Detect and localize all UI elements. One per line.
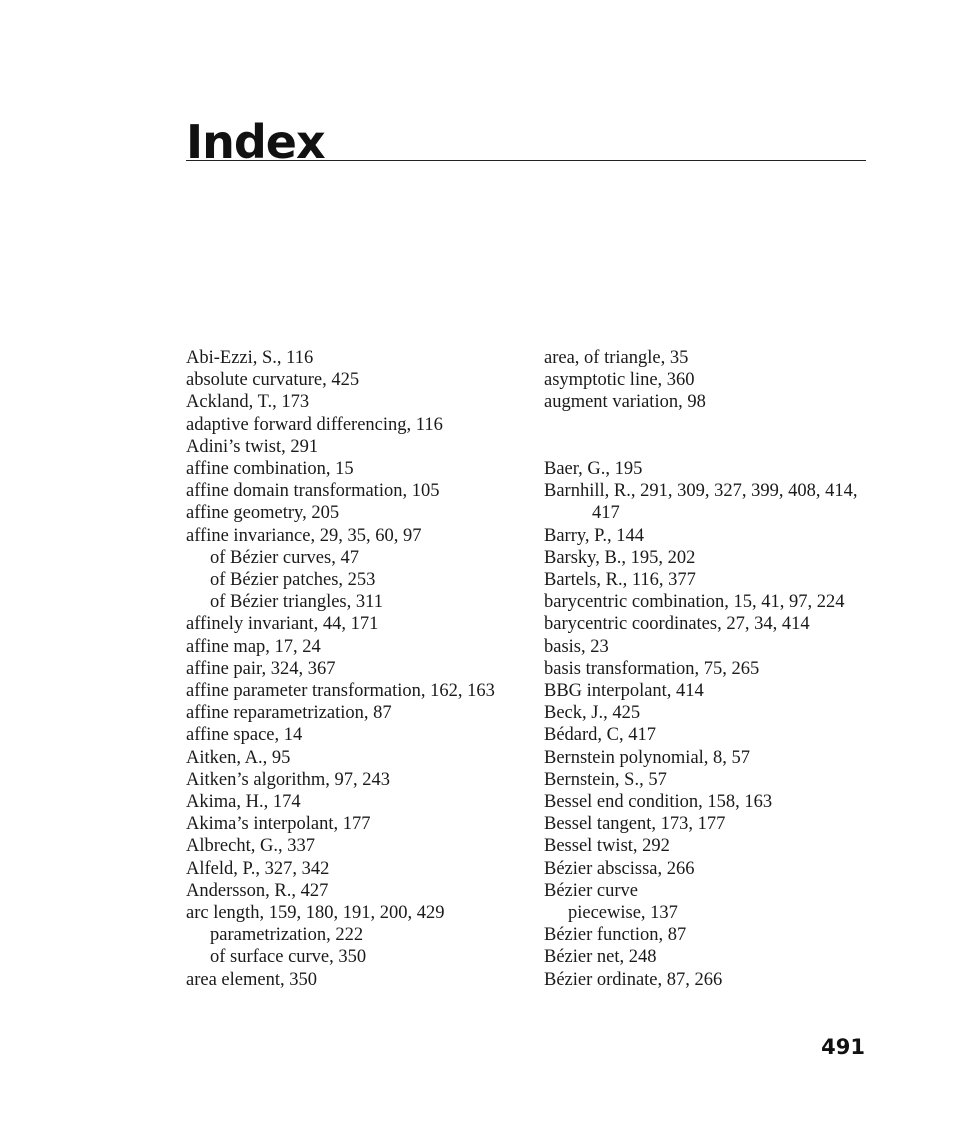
index-entry: Baer, G., 195 [544,459,643,479]
index-entry: affine parameter transformation, 162, 163 [186,681,495,702]
index-entry: Ackland, T., 173 [186,392,310,413]
index-entry: area element, 350 [186,969,317,990]
index-entry: Bédard, C, 417 [544,725,657,746]
index-entry: affinely invariant, 44, 171 [186,614,379,635]
index-entry: Albrecht, G., 337 [186,836,315,857]
index-entry: Bessel tangent, 173, 177 [544,814,726,835]
index-entry: Bernstein, S., 57 [544,769,667,790]
index-entry: Akima, H., 174 [186,792,301,813]
index-entry: augment variation, 98 [544,392,706,413]
page-title: Index [186,114,325,169]
index-entry: affine reparametrization, 87 [186,703,392,724]
index-entry: barycentric combination, 15, 41, 97, 224 [544,592,845,613]
index-entry: absolute curvature, 425 [186,370,360,391]
index-entry: area, of triangle, 35 [544,348,689,368]
index-entry: Aitken, A., 95 [186,747,291,768]
index-entry: Akima’s interpolant, 177 [186,814,371,835]
index-entry: Bessel end condition, 158, 163 [544,792,773,813]
title-rule [186,160,866,161]
index-entry: affine map, 17, 24 [186,636,321,657]
index-entry: affine invariance, 29, 35, 60, 97 [186,525,422,546]
index-entry: Bessel twist, 292 [544,836,670,857]
index-entry: Aitken’s algorithm, 97, 243 [186,769,390,790]
index-entry: Bézier function, 87 [544,925,687,946]
index-entry: Barnhill, R., 291, 309, 327, 399, 408, 414, 417 [544,481,858,524]
index-entry: affine geometry, 205 [186,503,340,524]
index-entry: Barsky, B., 195, 202 [544,547,696,568]
index-subentry: piecewise, 137 [568,903,678,924]
index-entry: Bernstein polynomial, 8, 57 [544,747,751,768]
index-column-right [544,347,866,991]
index-entry: Beck, J., 425 [544,703,641,724]
index-entry: basis, 23 [544,636,609,657]
index-entry: asymptotic line, 360 [544,370,695,391]
index-entry: Bartels, R., 116, 377 [544,570,696,591]
index-entry: BBG interpolant, 414 [544,681,704,702]
index-entry: Bézier ordinate, 87, 266 [544,969,723,990]
index-entry: Abi-Ezzi, S., 116 [186,348,314,368]
index-subentry: of Bézier triangles, 311 [210,592,383,613]
index-entry: adaptive forward differencing, 116 [186,414,443,435]
index-entry: affine pair, 324, 367 [186,658,336,679]
index-column-left [186,347,516,991]
index-entry: Adini’s twist, 291 [186,436,319,457]
index-entry: Bézier net, 248 [544,947,657,968]
index-entry: affine space, 14 [186,725,303,746]
page-number: 491 [821,1035,865,1059]
index-subentry: of Bézier patches, 253 [210,570,376,591]
index-entry: Barry, P., 144 [544,525,645,546]
index-entry: Bézier abscissa, 266 [544,858,695,879]
index-entry: Bézier curve [544,880,638,901]
index-entry: Alfeld, P., 327, 342 [186,858,330,879]
index-subentry: parametrization, 222 [210,925,364,946]
index-subentry: of Bézier curves, 47 [210,547,359,568]
index-entry: affine domain transformation, 105 [186,481,440,502]
index-entry: Andersson, R., 427 [186,880,329,901]
index-entry: arc length, 159, 180, 191, 200, 429 [186,903,445,924]
letter-group-gap [544,414,866,458]
index-entry: affine combination, 15 [186,459,354,480]
index-entry: barycentric coordinates, 27, 34, 414 [544,614,810,635]
index-entry: basis transformation, 75, 265 [544,658,760,679]
index-subentry: of surface curve, 350 [210,947,367,968]
